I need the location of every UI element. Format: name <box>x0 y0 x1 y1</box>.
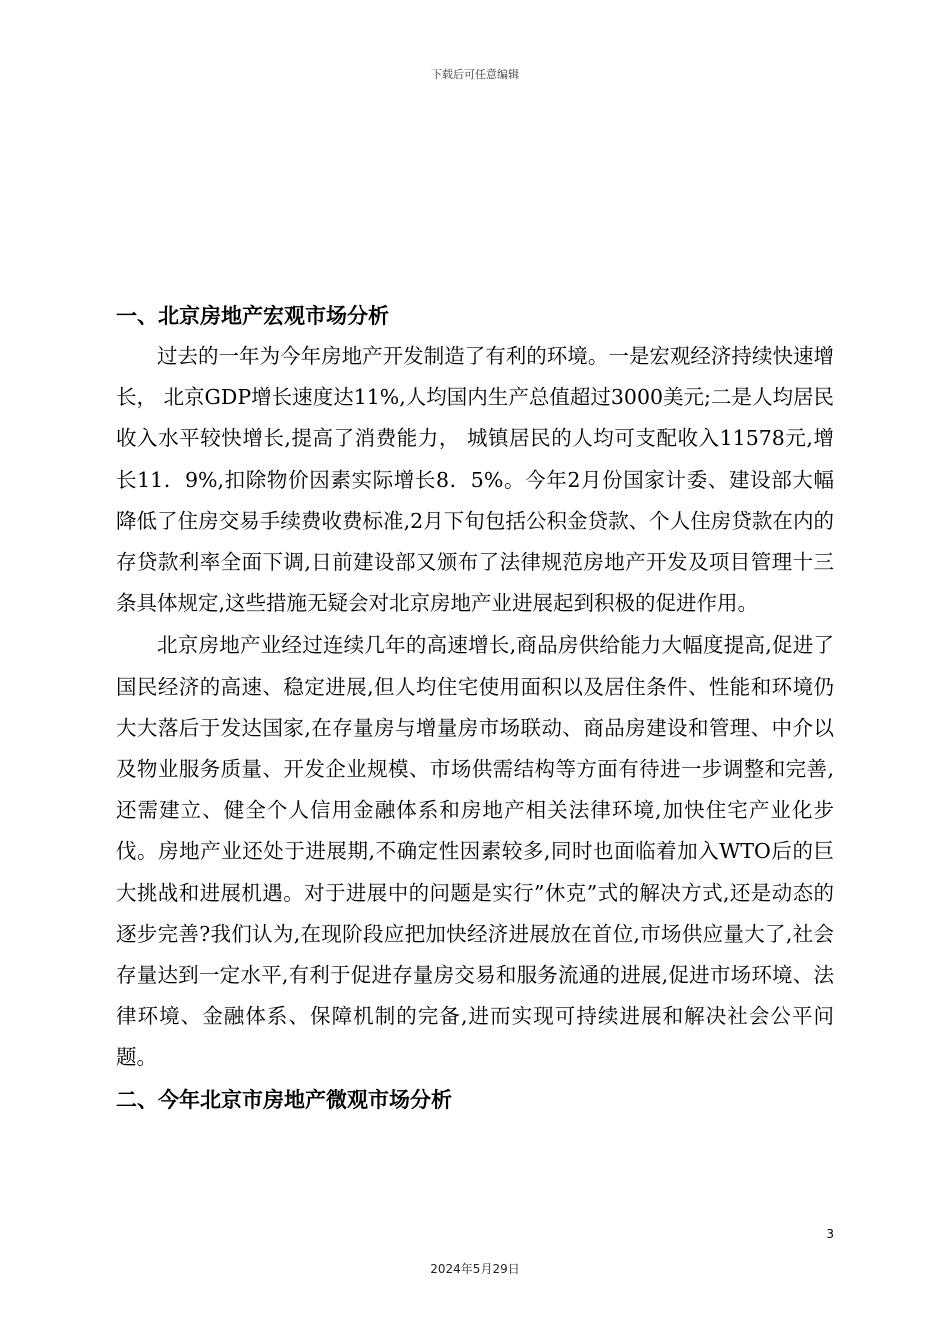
page-number: 3 <box>826 1227 834 1241</box>
section-1-paragraph-1: 过去的一年为今年房地产开发制造了有利的环境。一是宏观经济持续快速增长， 北京GDP增长速度达11%,人均国内生产总值超过3000美元;二是人均居民收入水平较快增长,提高了消费能力， 城镇居民的人均可支配收入11578元,增长11．9%,扣除物价因素实际增长8．5%。今年2月份国家计委、建设部大幅降低了住房交易手续费收费标准,2月下旬包括公积金贷款、个人住房贷款在内的存贷款利率全面下调,日前建设部又颁布了法律规范房地产开发及项目管理十三条具体规定,这些措施无疑会对北京房地产业进展起到积极的促进作用。 <box>116 344 834 616</box>
document-body <box>116 296 834 1120</box>
page-header-note: 下载后可任意编辑 <box>431 68 519 81</box>
section-2-heading: 二、今年北京市房地产微观市场分析 <box>116 1087 452 1112</box>
page-footer-date: 2024年5月29日 <box>430 1262 520 1276</box>
section-1-heading: 一、北京房地产宏观市场分析 <box>116 304 389 328</box>
section-1-paragraph-2: 北京房地产业经过连续几年的高速增长,商品房供给能力大幅度提高,促进了国民经济的高速、稳定进展,但人均住宅使用面积以及居住条件、性能和环境仍大大落后于发达国家,在存量房与增量房市场联动、商品房建设和管理、中介以及物业服务质量、开发企业规模、市场供需结构等方面有待进一步调整和完善,还需建立、健全个人信用金融体系和房地产相关法律环境,加快住宅产业化步伐。房地产业还处于进展期,不确定性因素较多,同时也面临着加入WTO后的巨大挑战和进展机遇。对于进展中的问题是实行”休克”式的解决方式,还是动态的逐步完善?我们认为,在现阶段应把加快经济进展放在首位,市场供应量大了,社会存量达到一定水平,有利于促进存量房交易和服务流通的进展,促进市场环境、法律环境、金融体系、保障机制的完备,进而实现可持续进展和解决社会公平问题。 <box>116 633 834 1070</box>
